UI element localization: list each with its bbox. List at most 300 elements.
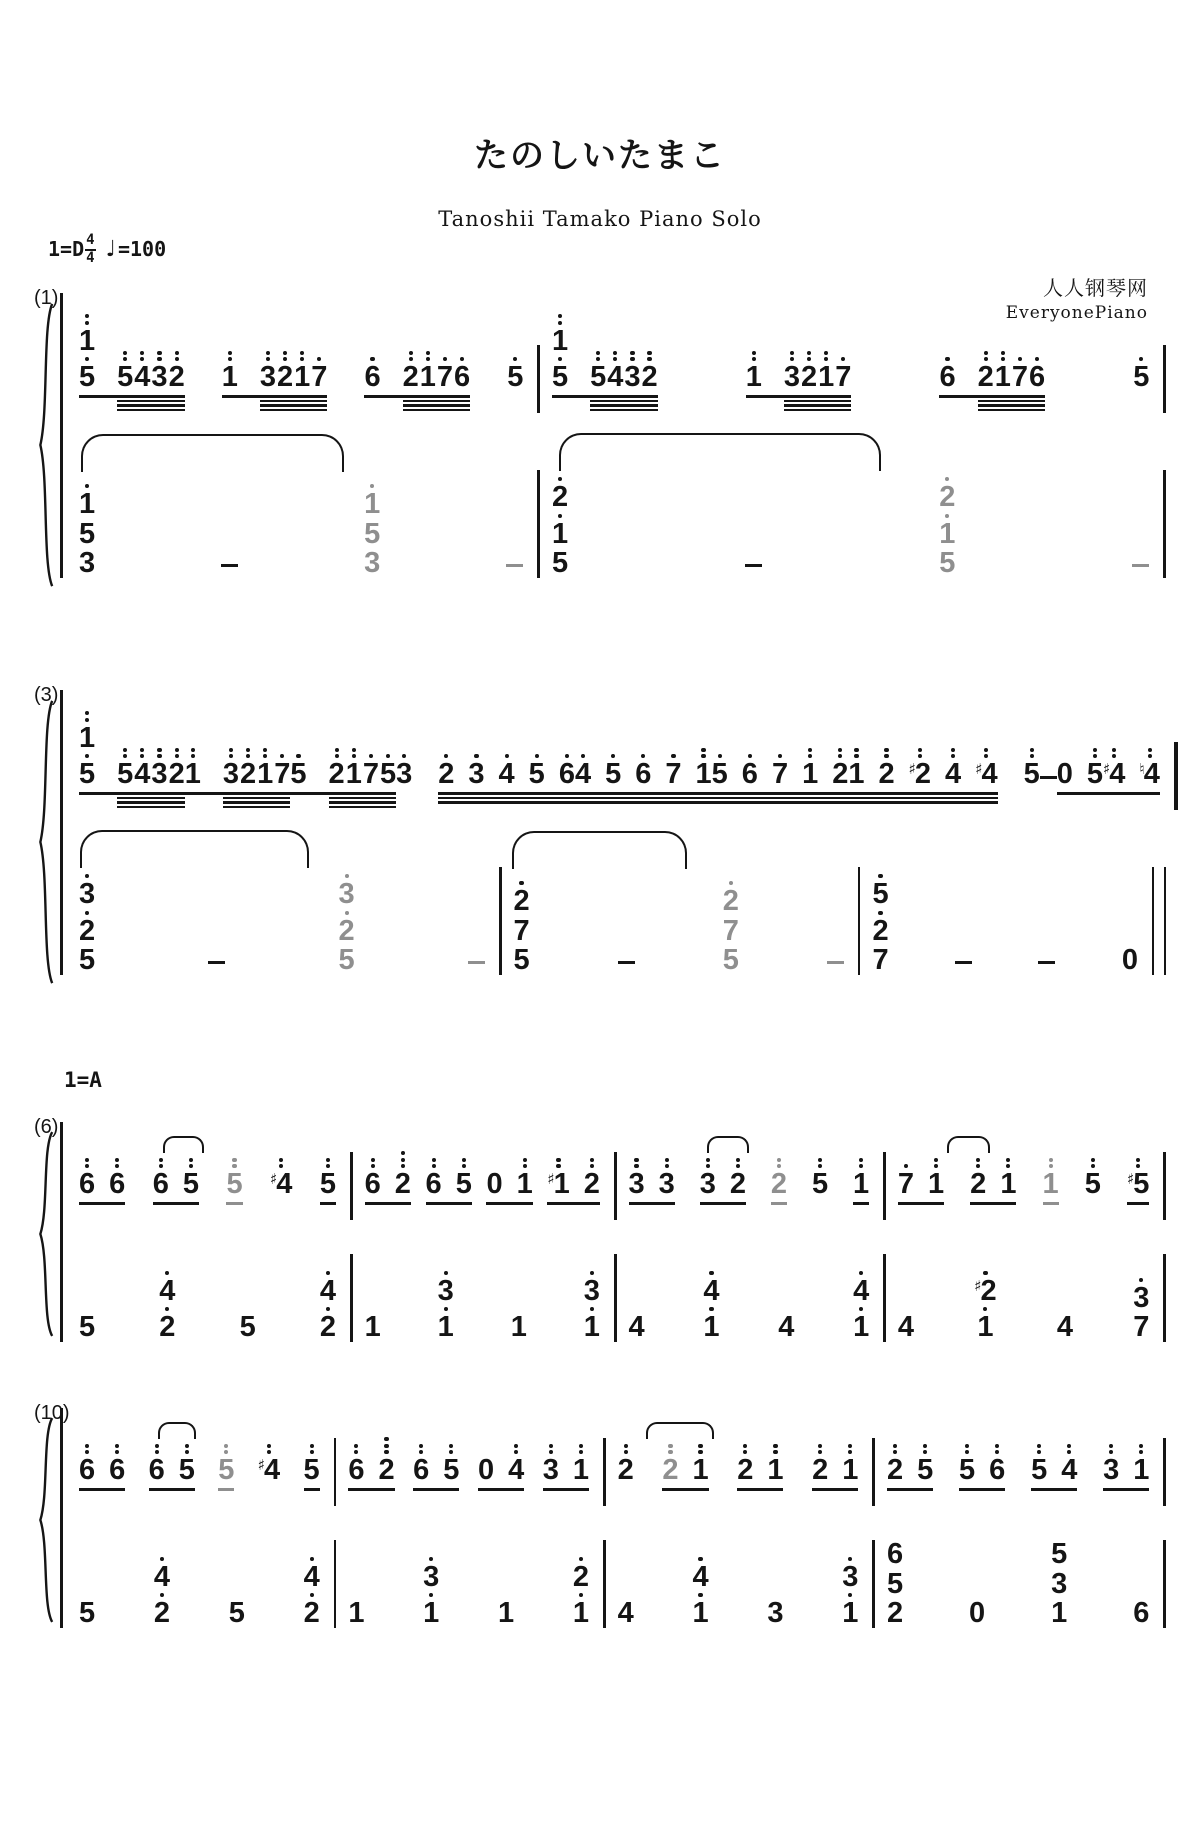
note-digit: 1 <box>848 758 865 791</box>
tie-slur-arc <box>163 1136 204 1153</box>
octave-dot <box>934 1158 938 1162</box>
beat-group <box>79 1158 125 1220</box>
octave-dot <box>523 1158 527 1162</box>
note-digit: ♮4 <box>1139 758 1160 791</box>
beam-line <box>662 1488 708 1491</box>
chord <box>939 477 955 578</box>
beat-group <box>486 1158 532 1220</box>
beat-group <box>226 1158 242 1220</box>
octave-dots <box>1001 351 1005 362</box>
beat-group <box>703 1271 719 1342</box>
octave-dots <box>558 314 562 325</box>
note-digit: 1 <box>767 1454 784 1487</box>
beam-line <box>329 797 397 800</box>
beat-row <box>875 1524 1163 1628</box>
beamed-subgroup <box>260 351 328 392</box>
beamed-subgroup <box>223 748 291 789</box>
note-digit: 6 <box>364 361 381 394</box>
beat-group <box>320 1158 336 1220</box>
note-digit: 3 <box>151 758 168 791</box>
system-body <box>60 1408 1166 1628</box>
beat-group <box>848 748 997 810</box>
beam-line <box>543 1488 589 1491</box>
octave-dots <box>263 748 267 759</box>
note <box>183 1158 199 1199</box>
note-digit: 2 <box>872 914 889 947</box>
tie-slur-arc <box>947 1136 990 1153</box>
octave-dot <box>300 351 304 355</box>
note <box>486 1168 503 1201</box>
note <box>552 514 568 549</box>
note <box>552 357 568 392</box>
octave-dots <box>647 351 651 362</box>
system-(6) <box>34 1116 1166 1344</box>
octave-dots <box>354 1444 358 1455</box>
note-digit: 1 <box>221 361 238 394</box>
beat-group <box>584 1271 600 1342</box>
note-digit: 1 <box>692 1597 709 1630</box>
note-digit: 2 <box>641 361 658 394</box>
beat-row <box>67 690 426 810</box>
beam-line <box>784 409 852 412</box>
note <box>573 1593 589 1628</box>
measure <box>67 293 537 413</box>
octave-dot <box>354 1444 358 1448</box>
note-digit: 1 <box>551 517 569 550</box>
chord <box>573 1557 589 1628</box>
octave-dots <box>115 1444 119 1455</box>
octave-dot <box>157 351 161 355</box>
beam-line <box>79 1488 125 1491</box>
natural-icon: ♮ <box>1139 760 1145 779</box>
octave-dots <box>854 748 858 759</box>
note-digit: 2 <box>617 1454 634 1487</box>
note <box>784 351 800 392</box>
note <box>403 351 419 392</box>
beat-group <box>628 1311 645 1344</box>
octave-dot <box>1112 748 1116 752</box>
measure <box>606 1408 873 1506</box>
beat-group <box>939 351 1045 413</box>
octave-dots <box>140 748 144 759</box>
beat-group <box>1133 1278 1149 1342</box>
note <box>1051 1567 1068 1600</box>
octave-dot <box>185 1444 189 1448</box>
octave-dots <box>191 748 195 759</box>
note <box>778 1311 795 1344</box>
note-digit: 5 <box>1133 361 1150 394</box>
note-digit: 2 <box>662 1454 679 1487</box>
octave-dot <box>115 1444 119 1448</box>
beam-line <box>939 395 1045 398</box>
note-digit: 1 <box>853 1311 870 1344</box>
measure <box>353 1238 614 1342</box>
note <box>959 1444 975 1485</box>
note <box>169 351 185 392</box>
note <box>969 1597 986 1630</box>
beat-group <box>970 1158 1016 1220</box>
note-digit: ♯2 <box>974 1274 997 1307</box>
note <box>79 874 95 909</box>
octave-dot <box>736 1158 740 1162</box>
note <box>939 357 955 392</box>
beam-line <box>959 1488 1005 1491</box>
octave-dots <box>401 1151 405 1168</box>
note-digit: 3 <box>1051 1567 1068 1600</box>
octave-dot <box>157 748 161 752</box>
beam-line <box>117 801 185 804</box>
beat-group <box>149 1444 195 1506</box>
beat-row <box>617 1122 884 1220</box>
note-digit: 6 <box>558 758 575 791</box>
note-digit: 2 <box>303 1597 320 1630</box>
octave-dots <box>1139 1444 1143 1455</box>
note-digit: 5 <box>79 517 96 550</box>
beam-line <box>348 1488 394 1491</box>
note <box>989 1444 1005 1485</box>
beam-line <box>185 792 291 795</box>
octave-dot <box>1049 1158 1053 1162</box>
note-digit: 6 <box>741 758 758 791</box>
octave-dots <box>918 748 922 759</box>
note <box>853 1307 869 1342</box>
note-digit: 1 <box>437 1311 454 1344</box>
octave-dot <box>85 1158 89 1162</box>
note-digit: 6 <box>454 361 471 394</box>
note-digit: 2 <box>977 361 994 394</box>
note-digit: 3 <box>767 1597 784 1630</box>
note-digit: 2 <box>277 361 294 394</box>
octave-dots <box>1148 748 1152 759</box>
beat-group <box>812 1444 858 1506</box>
note-digit: 4 <box>508 1454 525 1487</box>
beam-line <box>79 395 185 398</box>
beam-line <box>117 806 185 809</box>
beamed-subgroup <box>590 351 658 392</box>
note-digit: 1 <box>842 1454 859 1487</box>
beat-group <box>498 1597 515 1630</box>
octave-dots <box>1049 1158 1053 1169</box>
note-digit: 3 <box>151 361 168 394</box>
beat-group <box>1133 357 1149 413</box>
beam-line <box>403 409 471 412</box>
octave-dots <box>1067 1444 1071 1455</box>
octave-dot <box>419 1444 423 1448</box>
note <box>886 1597 904 1630</box>
note-digit: 7 <box>436 361 454 394</box>
beat-group <box>969 1597 986 1630</box>
note <box>304 1593 320 1628</box>
octave-dot <box>965 1444 969 1448</box>
beat-group <box>898 1158 944 1220</box>
octave-dots <box>85 711 89 722</box>
octave-dot <box>409 351 413 355</box>
octave-dot <box>85 314 89 318</box>
note <box>438 1307 454 1342</box>
beat-row <box>426 690 1011 810</box>
octave-dots <box>409 351 413 362</box>
note-digit: ♯4 <box>975 758 998 791</box>
beat-group <box>1085 1158 1101 1220</box>
measure-number: (10) <box>34 1402 70 1424</box>
chord <box>154 1557 170 1628</box>
note <box>222 351 238 392</box>
octave-dot <box>630 351 634 355</box>
beam-line <box>223 806 291 809</box>
octave-dot <box>706 1158 710 1162</box>
note <box>364 1311 381 1344</box>
note <box>517 1158 533 1199</box>
beat-group <box>79 874 95 975</box>
beat-row <box>353 1238 614 1342</box>
rest-digit: 0 <box>969 1597 986 1630</box>
octave-dots <box>267 1444 271 1455</box>
octave-dot <box>335 748 339 752</box>
beam-line <box>547 1202 600 1205</box>
note-digit: 5 <box>338 944 355 977</box>
note <box>454 357 470 392</box>
octave-dot <box>918 748 922 752</box>
beam-line <box>978 409 1046 412</box>
note <box>179 1444 195 1485</box>
note <box>443 1444 459 1485</box>
beat-group <box>767 1597 784 1630</box>
beam-line <box>117 404 185 407</box>
note-digit: ♯4 <box>257 1454 281 1487</box>
note <box>590 351 606 392</box>
note <box>1103 748 1125 789</box>
octave-dot <box>549 1444 553 1448</box>
octave-dot <box>266 351 270 355</box>
note-digit: 3 <box>783 361 800 394</box>
note <box>348 1597 365 1630</box>
note-digit: 1 <box>348 1597 365 1630</box>
octave-dots <box>624 1444 628 1455</box>
octave-dots <box>266 351 270 362</box>
octave-dot <box>613 351 617 355</box>
octave-dots <box>665 1158 669 1169</box>
chord <box>514 881 530 975</box>
note-digit: ♯4 <box>1103 758 1126 791</box>
note <box>364 517 381 550</box>
note <box>812 1158 828 1199</box>
sharp-icon: ♯ <box>1126 1170 1135 1189</box>
beat-group <box>723 881 739 975</box>
dash-rest <box>506 564 523 567</box>
chord <box>320 1271 336 1342</box>
note <box>842 1557 858 1592</box>
beam-line <box>575 797 712 800</box>
octave-dot <box>310 1444 314 1448</box>
beat-group <box>290 748 396 810</box>
beat-group <box>339 874 355 975</box>
note-digit: 5 <box>117 361 134 394</box>
sharp-icon: ♯ <box>270 1170 278 1189</box>
dash-rest <box>1040 776 1057 779</box>
note-digit: 2 <box>770 1168 788 1201</box>
octave-dot <box>884 748 888 752</box>
octave-dots <box>232 1158 236 1169</box>
octave-dots <box>371 1158 375 1169</box>
note-digit: 5 <box>1031 1454 1048 1487</box>
beat-group <box>547 1158 600 1220</box>
note-digit: 1 <box>1000 1168 1017 1201</box>
octave-dot <box>175 351 179 355</box>
octave-dot <box>579 1444 583 1448</box>
note-digit: 5 <box>239 1311 256 1344</box>
measure-number: (6) <box>34 1116 59 1138</box>
octave-dot <box>923 1444 927 1448</box>
accompaniment-staff <box>67 1238 1166 1342</box>
beat-group <box>872 874 888 975</box>
note-digit: 5 <box>551 361 569 394</box>
note-digit: 5 <box>528 758 545 791</box>
note <box>79 357 95 392</box>
staff-gap <box>67 1220 1166 1238</box>
octave-dot <box>701 748 705 752</box>
measure <box>540 429 1163 578</box>
note-digit: 1 <box>853 1168 870 1201</box>
note <box>228 1597 245 1630</box>
note-digit: 5 <box>1023 758 1040 791</box>
note <box>364 484 380 519</box>
octave-dot <box>1109 1444 1113 1448</box>
note <box>109 1158 125 1199</box>
note <box>712 754 728 789</box>
note-digit: 6 <box>148 1454 165 1487</box>
beam-line <box>218 1488 234 1491</box>
octave-dots <box>579 1444 583 1455</box>
beamed-subgroup <box>117 351 185 392</box>
note <box>879 748 895 789</box>
octave-dots <box>976 1158 980 1169</box>
octave-dots <box>159 1158 163 1169</box>
octave-dots <box>818 1158 822 1169</box>
beat-row <box>67 293 537 413</box>
note-digit: 5 <box>228 1597 245 1630</box>
measure <box>353 1122 614 1220</box>
note <box>508 1444 524 1485</box>
beam-line <box>575 801 712 804</box>
octave-dot <box>229 748 233 752</box>
note-digit: 4 <box>574 758 592 791</box>
octave-dots <box>736 1158 740 1169</box>
note <box>917 1444 933 1485</box>
octave-dots <box>773 1444 777 1455</box>
note <box>320 1307 336 1342</box>
note <box>897 1311 914 1344</box>
measure <box>67 1238 350 1342</box>
note-digit: 1 <box>1042 1168 1059 1201</box>
quarter-note-icon: ♩ <box>105 236 116 262</box>
key-signature: 1=D <box>48 237 85 262</box>
octave-dot <box>228 351 232 355</box>
note-digit: 4 <box>703 1274 720 1307</box>
beat-row <box>336 1524 603 1628</box>
octave-dot <box>773 1444 777 1448</box>
beat-group <box>304 1444 320 1506</box>
note-digit: 5 <box>79 944 96 977</box>
note-digit: 4 <box>897 1311 914 1344</box>
note <box>886 1538 904 1571</box>
chord <box>692 1557 708 1628</box>
octave-dot <box>647 351 651 355</box>
measure <box>67 430 537 578</box>
note <box>635 754 651 789</box>
octave-dot <box>401 1158 405 1162</box>
beam-line <box>590 409 658 412</box>
beam-line <box>848 801 997 804</box>
beam-line <box>329 801 397 804</box>
note <box>801 351 817 392</box>
note-digit: 5 <box>872 878 889 911</box>
note-digit: 1 <box>364 1311 381 1344</box>
note <box>529 754 545 789</box>
system-brace-icon <box>38 1416 55 1629</box>
note-digit: 5 <box>1086 758 1104 791</box>
beam-line <box>746 395 852 398</box>
note <box>659 1158 675 1199</box>
octave-dots <box>1037 1444 1041 1455</box>
note <box>628 1311 645 1344</box>
note-digit: 2 <box>970 1168 987 1201</box>
beam-line <box>304 1488 320 1491</box>
brand-chinese: 人人钢琴网 <box>1043 276 1148 300</box>
note-digit: 5 <box>178 1454 195 1487</box>
note-digit: 4 <box>778 1311 795 1344</box>
note <box>939 477 955 512</box>
beat-row <box>540 293 1163 413</box>
note <box>79 1311 96 1344</box>
note-digit: 1 <box>745 361 762 394</box>
note-digit: 2 <box>438 758 455 791</box>
rest-digit: 0 <box>1121 944 1138 977</box>
octave-dots <box>123 351 127 362</box>
note <box>939 514 955 549</box>
octave-dot <box>1139 1444 1143 1448</box>
note-digit: 1 <box>294 361 311 394</box>
beat-group <box>348 1437 394 1506</box>
beat-row <box>336 1408 603 1506</box>
note-digit: 5 <box>1084 1168 1101 1201</box>
note <box>977 1307 993 1342</box>
measure <box>617 1238 884 1342</box>
note-digit: 1 <box>703 1311 720 1344</box>
beat-group <box>79 1444 125 1506</box>
octave-dots <box>848 1444 852 1455</box>
octave-dots <box>335 748 339 759</box>
time-signature-bottom: 4 <box>86 249 95 266</box>
note-digit: 2 <box>168 361 185 394</box>
note <box>151 351 167 392</box>
beam-line <box>590 404 658 407</box>
note-digit: 3 <box>437 1274 454 1307</box>
beam-line <box>223 797 291 800</box>
note-digit: 5 <box>1051 1538 1068 1571</box>
note-digit: 1 <box>842 1597 859 1630</box>
beam-line <box>1043 1202 1059 1205</box>
note <box>79 517 96 550</box>
octave-dots <box>1109 1444 1113 1455</box>
beat-group <box>1121 944 1138 977</box>
octave-dots <box>123 748 127 759</box>
chord <box>339 874 355 975</box>
beat-group <box>853 1271 869 1342</box>
beam-line <box>438 797 575 800</box>
note-digit: 5 <box>182 1168 199 1201</box>
chord <box>1133 1278 1149 1342</box>
note-digit: 1 <box>1051 1597 1068 1630</box>
